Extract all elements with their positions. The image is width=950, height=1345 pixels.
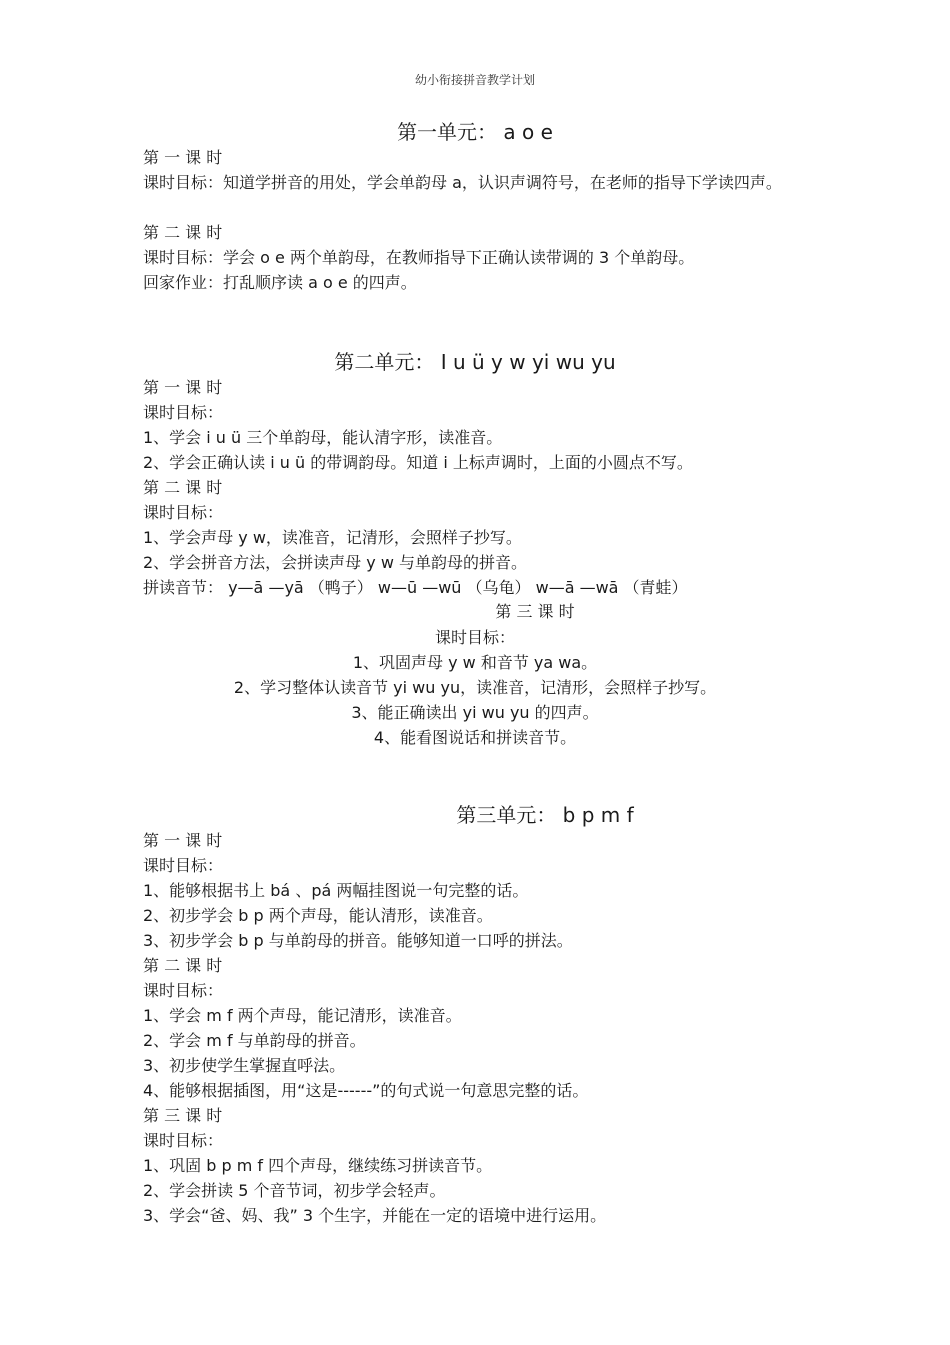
unit2-lesson2: 第 二 课 时 [143, 478, 223, 497]
unit2-l3-item1: 1、巩固声母 y w 和音节 ya wa。 [352, 653, 598, 672]
unit3-l1-item3: 3、初步学会 b p 与单韵母的拼音。能够知道一口呼的拼法。 [143, 931, 573, 950]
unit3-l2-item1: 1、学会 m f 两个声母，能记清形，读准音。 [143, 1006, 462, 1025]
unit2-lesson3: 第 三 课 时 [495, 602, 575, 621]
unit3-lesson1: 第 一 课 时 [143, 831, 223, 850]
unit1-goal2: 课时目标：学会 o e 两个单韵母，在教师指导下正确认读带调的 3 个单韵母。 [143, 248, 695, 267]
unit3-l2-item3: 3、初步使学生掌握直呼法。 [143, 1056, 346, 1075]
unit2-lesson1: 第 一 课 时 [143, 378, 223, 397]
unit1-lesson1: 第 一 课 时 [143, 148, 223, 167]
unit2-l3-item3: 3、能正确读出 yi wu yu 的四声。 [351, 703, 599, 722]
unit1-goal1: 课时目标：知道学拼音的用处，学会单韵母 a，认识声调符号，在老师的指导下学读四声。 [143, 173, 782, 192]
unit2-goal-label1: 课时目标： [143, 403, 224, 422]
unit3-title: 第三单元： b p m f [456, 803, 634, 827]
unit2-l2-syllables: 拼读音节： y—ā —yā （鸭子） w—ū —wū （乌龟） w—ā —wā （青蛙） [143, 578, 688, 597]
unit3-l3-item1: 1、巩固 b p m f 四个声母，继续练习拼读音节。 [143, 1156, 493, 1175]
unit3-l3-item3: 3、学会“爸、妈、我” 3 个生字，并能在一定的语境中进行运用。 [143, 1206, 607, 1225]
unit2-l1-item1: 1、学会 i u ü 三个单韵母，能认清字形，读准音。 [143, 428, 503, 447]
unit2-l3-item2: 2、学习整体认读音节 yi wu yu，读准音，记清形，会照样子抄写。 [233, 678, 717, 697]
unit3-l1-item2: 2、初步学会 b p 两个声母，能认清形，读准音。 [143, 906, 493, 925]
unit2-goal-label2: 课时目标： [143, 503, 224, 522]
unit2-goal-label3: 课时目标： [434, 628, 515, 647]
unit1-homework: 回家作业：打乱顺序读 a o e 的四声。 [143, 273, 417, 292]
unit2-title: 第二单元： I u ü y w yi wu yu [334, 350, 616, 374]
unit3-l1-item1: 1、能够根据书上 bá 、pá 两幅挂图说一句完整的话。 [143, 881, 529, 900]
unit3-lesson2: 第 二 课 时 [143, 956, 223, 975]
unit1-lesson2: 第 二 课 时 [143, 223, 223, 242]
unit3-goal-label1: 课时目标： [143, 856, 224, 875]
unit3-goal-label2: 课时目标： [143, 981, 224, 1000]
unit2-l1-item2: 2、学会正确认读 i u ü 的带调韵母。知道 i 上标声调时，上面的小圆点不写。 [143, 453, 693, 472]
unit2-l3-item4: 4、能看图说话和拼读音节。 [373, 728, 577, 747]
unit2-l2-item2: 2、学会拼音方法，会拼读声母 y w 与单韵母的拼音。 [143, 553, 527, 572]
unit3-goal-label3: 课时目标： [143, 1131, 224, 1150]
unit1-title: 第一单元： a o e [397, 120, 553, 144]
unit3-l2-item2: 2、学会 m f 与单韵母的拼音。 [143, 1031, 366, 1050]
unit3-lesson3: 第 三 课 时 [143, 1106, 223, 1125]
unit2-l2-item1: 1、学会声母 y w，读准音，记清形，会照样子抄写。 [143, 528, 522, 547]
unit3-l3-item2: 2、学会拼读 5 个音节词，初步学会轻声。 [143, 1181, 446, 1200]
page-header: 幼小衔接拼音教学计划 [414, 73, 535, 87]
unit3-l2-item4: 4、能够根据插图，用“这是------”的句式说一句意思完整的话。 [143, 1081, 589, 1100]
